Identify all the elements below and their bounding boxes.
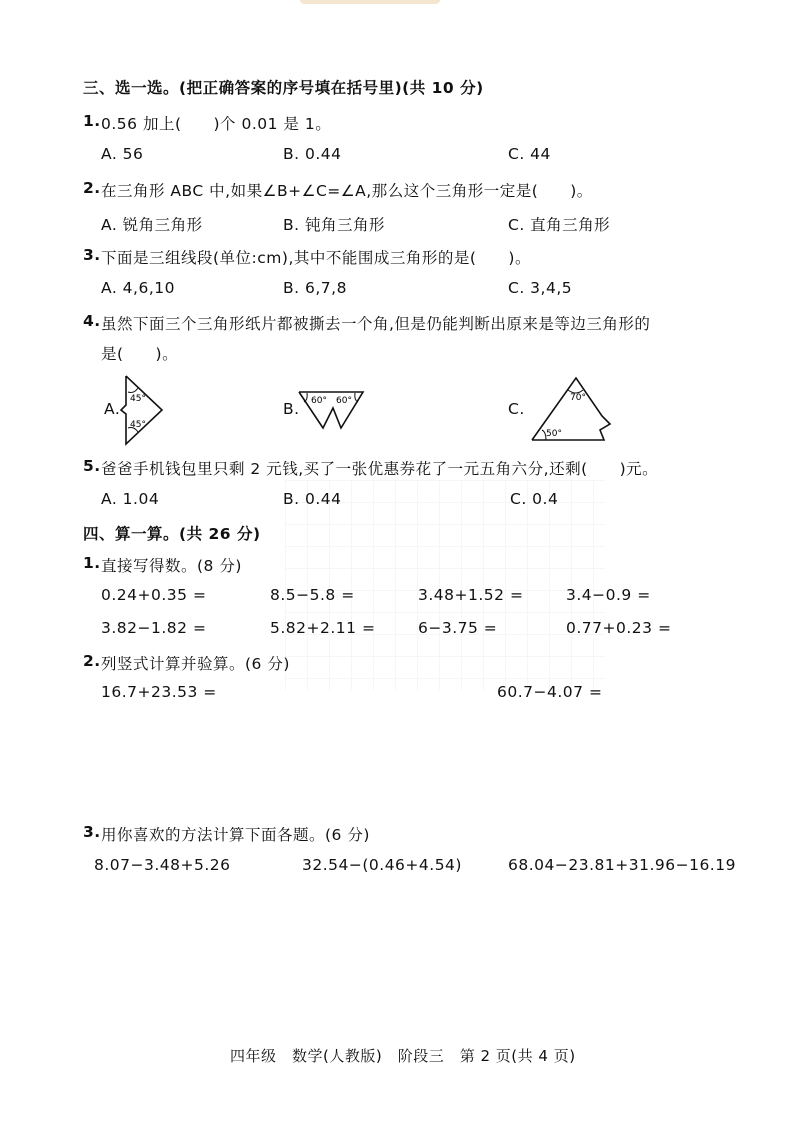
calc-row1-item2: 8.5−5.8 = bbox=[270, 586, 355, 604]
calc-row1-item4: 3.4−0.9 = bbox=[566, 586, 651, 604]
s4-q1-text: 直接写得数。(8 分) bbox=[101, 557, 242, 575]
q3-option-c: C. 3,4,5 bbox=[508, 279, 573, 297]
q2-option-c: C. 直角三角形 bbox=[508, 216, 611, 234]
page-footer: 四年级 数学(人教版) 阶段三 第 2 页(共 4 页) bbox=[230, 1047, 576, 1065]
s4-q3-number: 3. bbox=[83, 823, 101, 841]
top-edge-mark bbox=[300, 0, 440, 4]
q1-option-c: C. 44 bbox=[508, 145, 551, 163]
section4-title: 四、算一算。(共 26 分) bbox=[83, 525, 261, 543]
q2-option-b: B. 钝角三角形 bbox=[283, 216, 385, 234]
mixed-calc-3: 68.04−23.81+31.96−16.19 bbox=[508, 856, 736, 874]
mixed-calc-2: 32.54−(0.46+4.54) bbox=[302, 856, 462, 874]
torn-triangle-a-figure bbox=[118, 374, 168, 446]
s4-q3-text: 用你喜欢的方法计算下面各题。(6 分) bbox=[101, 826, 370, 844]
vertical-calc-2: 60.7−4.07 = bbox=[497, 683, 603, 701]
s4-q1-number: 1. bbox=[83, 554, 101, 572]
vertical-calc-1: 16.7+23.53 = bbox=[101, 683, 217, 701]
q2-number: 2. bbox=[83, 179, 101, 197]
q3-text: 下面是三组线段(单位:cm),其中不能围成三角形的是( )。 bbox=[101, 249, 531, 267]
calc-row1-item1: 0.24+0.35 = bbox=[101, 586, 207, 604]
q3-option-a: A. 4,6,10 bbox=[101, 279, 175, 297]
q4-text: 虽然下面三个三角形纸片都被撕去一个角,但是仍能判断出原来是等边三角形的 bbox=[101, 315, 651, 333]
mixed-calc-1: 8.07−3.48+5.26 bbox=[94, 856, 231, 874]
q4-option-a-label: A. bbox=[104, 400, 121, 418]
q4-option-c-label: C. bbox=[508, 400, 525, 418]
calc-row1-item3: 3.48+1.52 = bbox=[418, 586, 524, 604]
calc-row2-item1: 3.82−1.82 = bbox=[101, 619, 207, 637]
triangle-b-angle-right: 60° bbox=[336, 396, 352, 406]
q1-number: 1. bbox=[83, 112, 101, 130]
q5-option-c: C. 0.4 bbox=[510, 490, 559, 508]
triangle-c-angle-top: 70° bbox=[570, 393, 586, 403]
q2-text: 在三角形 ABC 中,如果∠B+∠C=∠A,那么这个三角形一定是( )。 bbox=[101, 182, 593, 200]
s4-q2-number: 2. bbox=[83, 652, 101, 670]
q3-number: 3. bbox=[83, 246, 101, 264]
q5-option-a: A. 1.04 bbox=[101, 490, 160, 508]
q4-option-b-label: B. bbox=[283, 400, 300, 418]
calc-row2-item3: 6−3.75 = bbox=[418, 619, 498, 637]
q1-option-b: B. 0.44 bbox=[283, 145, 342, 163]
q1-text: 0.56 加上( )个 0.01 是 1。 bbox=[101, 115, 332, 133]
q1-option-a: A. 56 bbox=[101, 145, 144, 163]
q4-text-continued: 是( )。 bbox=[101, 345, 179, 363]
q3-option-b: B. 6,7,8 bbox=[283, 279, 347, 297]
q5-number: 5. bbox=[83, 457, 101, 475]
q5-option-b: B. 0.44 bbox=[283, 490, 342, 508]
triangle-a-angle-top: 45° bbox=[130, 394, 146, 404]
section3-title: 三、选一选。(把正确答案的序号填在括号里)(共 10 分) bbox=[83, 79, 484, 97]
triangle-b-angle-left: 60° bbox=[311, 396, 327, 406]
faint-grid-background bbox=[285, 480, 605, 690]
q2-option-a: A. 锐角三角形 bbox=[101, 216, 203, 234]
triangle-c-angle-bottom: 50° bbox=[546, 429, 562, 439]
calc-row2-item4: 0.77+0.23 = bbox=[566, 619, 672, 637]
s4-q2-text: 列竖式计算并验算。(6 分) bbox=[101, 655, 290, 673]
torn-triangle-c-figure bbox=[528, 374, 612, 444]
q4-number: 4. bbox=[83, 312, 101, 330]
calc-row2-item2: 5.82+2.11 = bbox=[270, 619, 376, 637]
q5-text: 爸爸手机钱包里只剩 2 元钱,买了一张优惠券花了一元五角六分,还剩( )元。 bbox=[101, 460, 659, 478]
torn-triangle-b-figure bbox=[297, 388, 367, 436]
triangle-a-angle-bottom: 45° bbox=[130, 420, 146, 430]
